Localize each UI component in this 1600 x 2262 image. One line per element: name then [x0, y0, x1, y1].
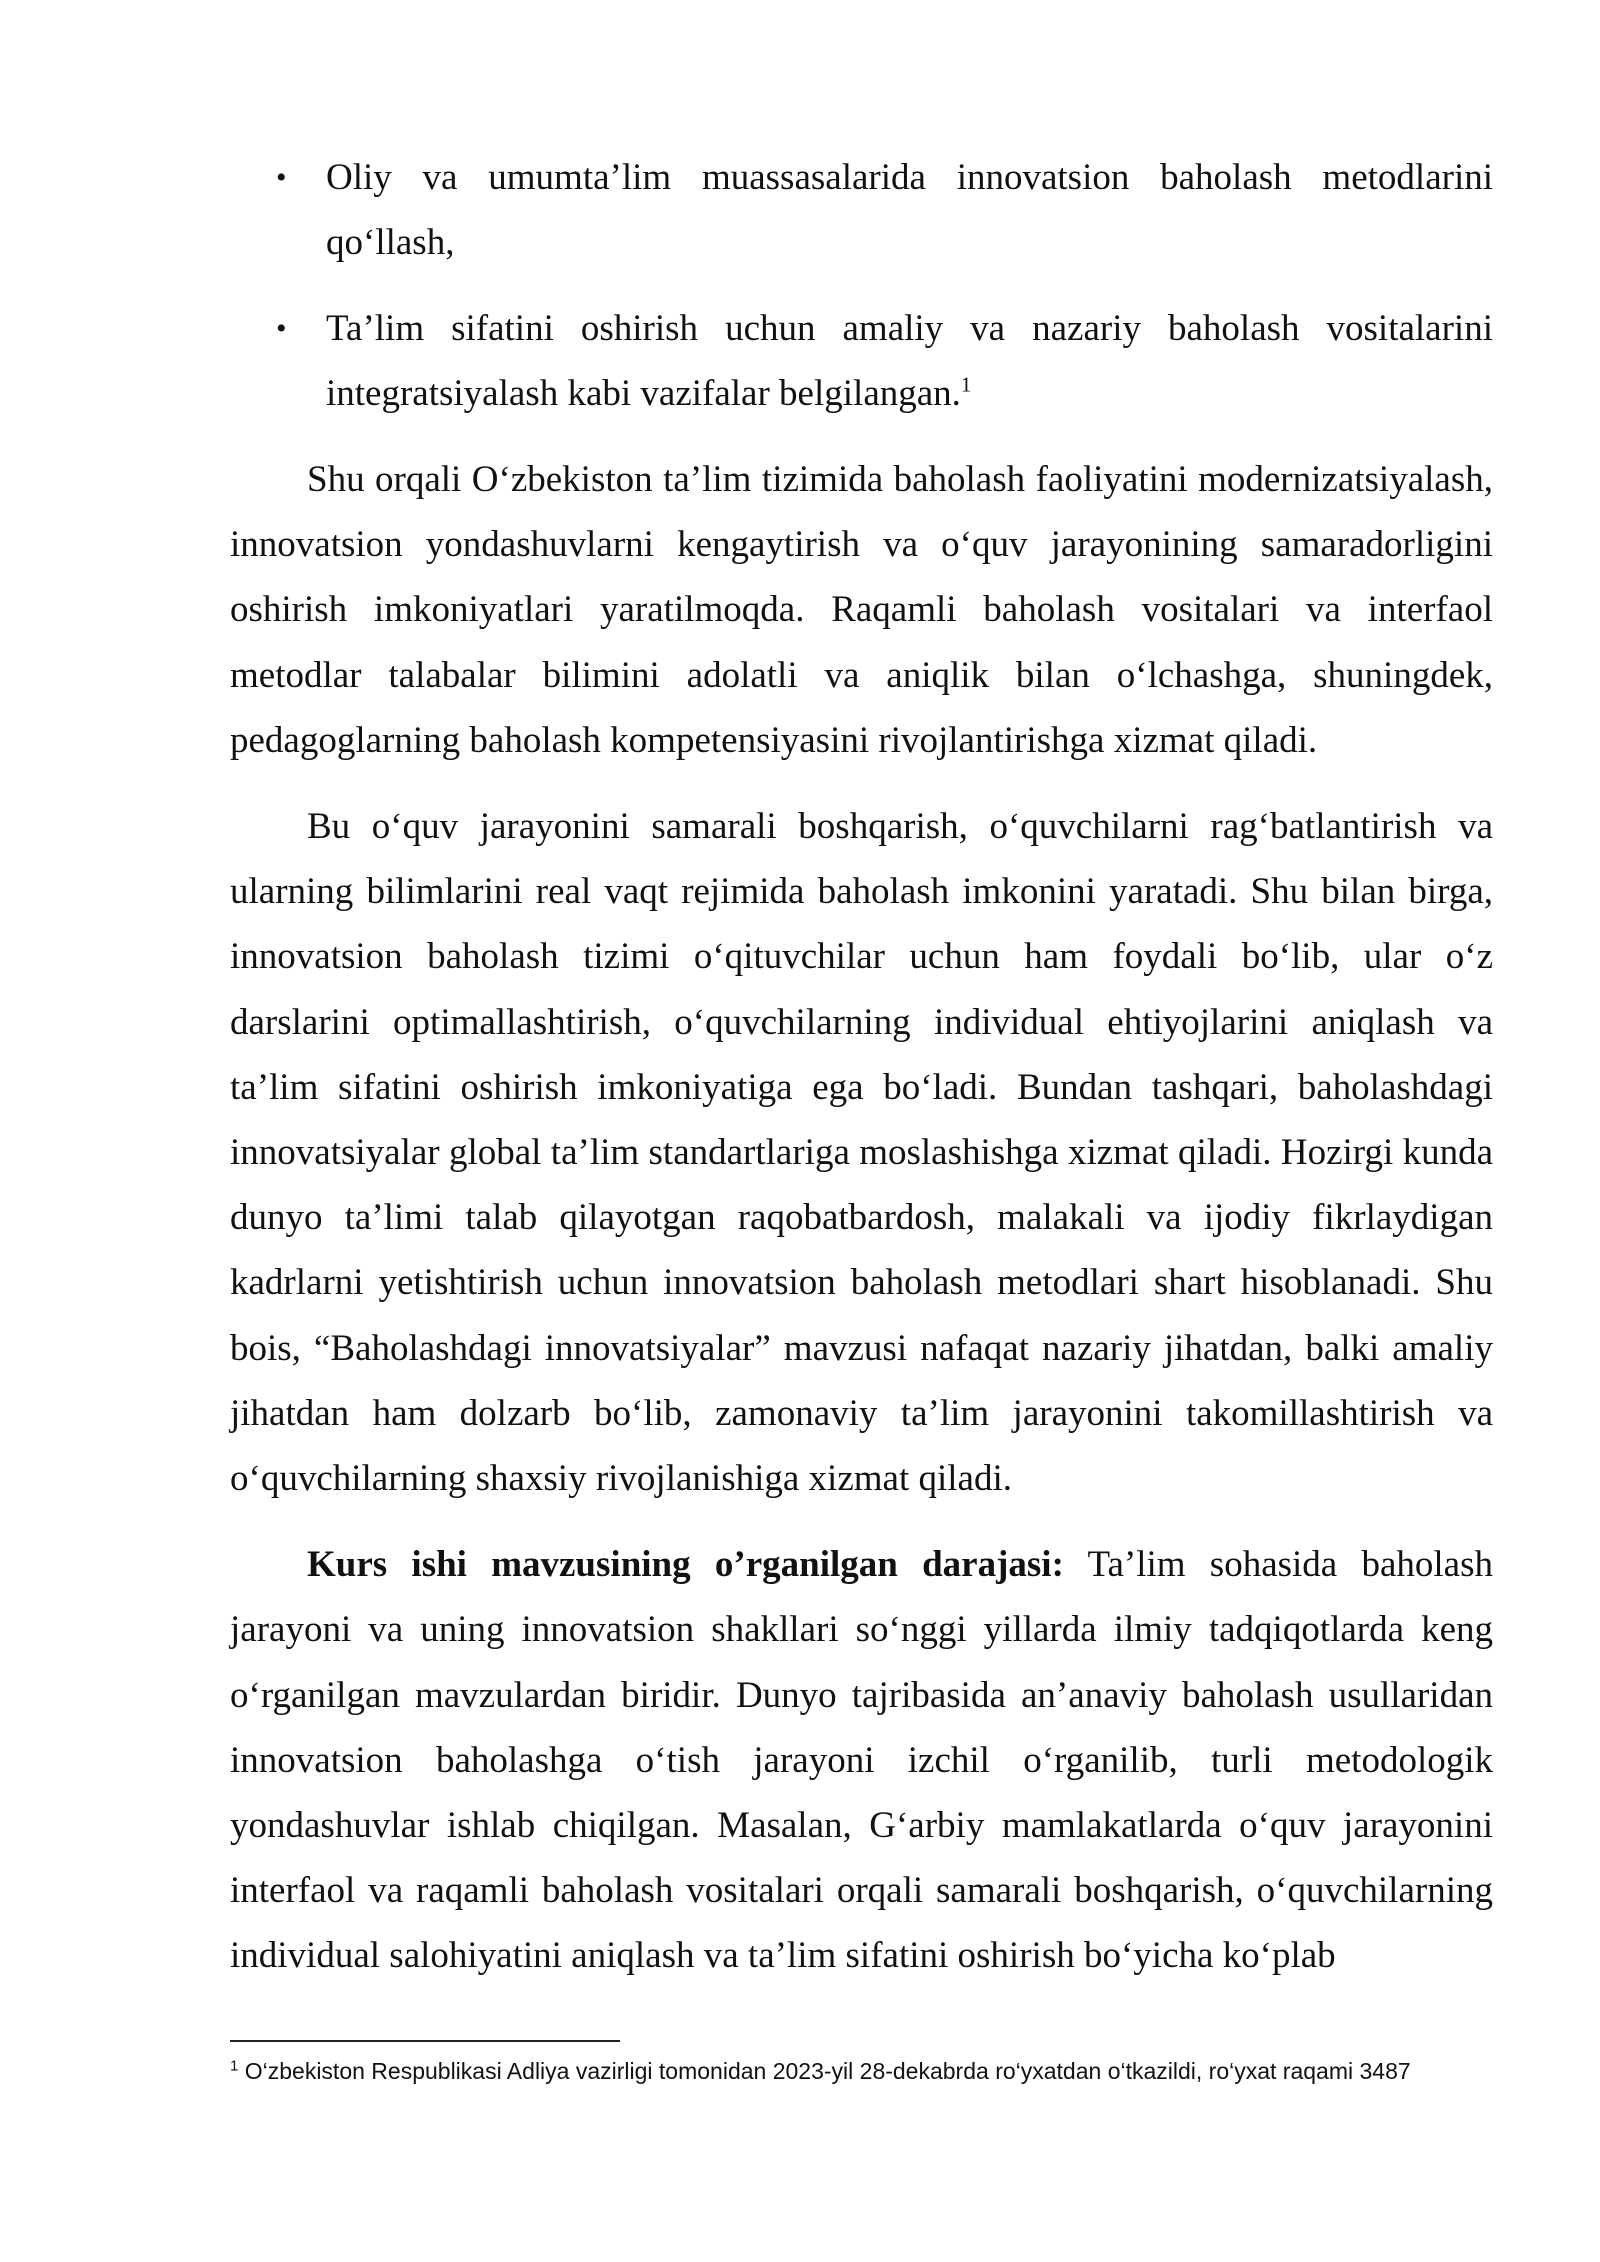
footnote-text: O‘zbekiston Respublikasi Adliya vazirligi tomonidan 2023-yil 28-dekabrda ro‘yxatdan o‘tkazildi, ro‘yxat raqami 3487 — [238, 2058, 1411, 2084]
bullet-item — [230, 145, 1493, 275]
footnote — [230, 2055, 1493, 2088]
footnote-separator — [230, 2040, 620, 2042]
paragraph-text: Ta’lim sohasida baholash jarayoni va uning innovatsion shakllari so‘nggi yillarda ilmiy tadqiqotlarda keng o‘rganilgan mavzulardan biridir. Dunyo tajribasida an’anaviy baholash usullaridan innovatsion baholashga o‘tish jarayoni izchil o‘rganilib, turli metodologik yondashuvlar ishlab chiqilgan. Masalan, G‘arbiy mamlakatlarda o‘quv jarayonini interfaol va raqamli baholash vositalari orqali samarali boshqarish, o‘quvchilarning individual salohiyatini aniqlash va ta’lim sifatini oshirish bo‘yicha ko‘plab — [230, 1544, 1493, 1977]
bullet-icon: • — [276, 161, 287, 194]
body-paragraph — [230, 794, 1493, 1511]
footnote-reference[interactable]: 1 — [960, 372, 972, 397]
bullet-text: Oliy va umumta’lim muassasalarida innovatsion baholash metodlarini qo‘llash, — [326, 157, 1493, 263]
bullet-icon: • — [276, 312, 287, 345]
paragraph-heading: Kurs ishi mavzusining o’rganilgan darajasi: — [307, 1544, 1064, 1586]
paragraph-text: Shu orqali O‘zbekiston ta’lim tizimida baholash faoliyatini modernizatsiyalash, innovatsion yondashuvlarni kengaytirish va o‘quv jarayonining samaradorligini oshirish imkoniyatlari yaratilmoqda. Raqamli baholash vositalari va interfaol metodlar talabalar bilimini adolatli va aniqlik bilan o‘lchashga, shuningdek, pedagoglarning baholash kompetensiyasini rivojlantirishga xizmat qiladi. — [230, 459, 1493, 761]
bullet-text: Ta’lim sifatini oshirish uchun amaliy va nazariy baholash vositalarini integratsiyalash kabi vazifalar belgilangan. — [326, 308, 1493, 414]
page-content — [230, 145, 1493, 2010]
body-paragraph — [230, 447, 1493, 773]
paragraph-text: Bu o‘quv jarayonini samarali boshqarish, o‘quvchilarni rag‘batlantirish va ularning bilimlarini real vaqt rejimida baholash imkonini yaratadi. Shu bilan birga, innovatsion baholash tizimi o‘qituvchilar uchun ham foydali bo‘lib, ular o‘z darslarini optimallashtirish, o‘quvchilarning individual ehtiyojlarini aniqlash va ta’lim sifatini oshirish imkoniyatiga ega bo‘ladi. Bundan tashqari, baholashdagi innovatsiyalar global ta’lim standartlariga moslashishga xizmat qiladi. Hozirgi kunda dunyo ta’limi talab qilayotgan raqobatbardosh, malakali va ijodiy fikrlaydigan kadrlarni yetishtirish uchun innovatsion baholash metodlari shart hisoblanadi. Shu bois, “Baholashdagi innovatsiyalar” mavzusi nafaqat nazariy jihatdan, balki amaliy jihatdan ham dolzarb bo‘lib, zamonaviy ta’lim jarayonini takomillashtirish va o‘quvchilarning shaxsiy rivojlanishiga xizmat qiladi. — [230, 806, 1493, 1500]
bullet-item — [230, 296, 1493, 426]
body-paragraph — [230, 1532, 1493, 1988]
task-bullet-list — [230, 145, 1493, 426]
footnote-number: 1 — [230, 2057, 239, 2075]
